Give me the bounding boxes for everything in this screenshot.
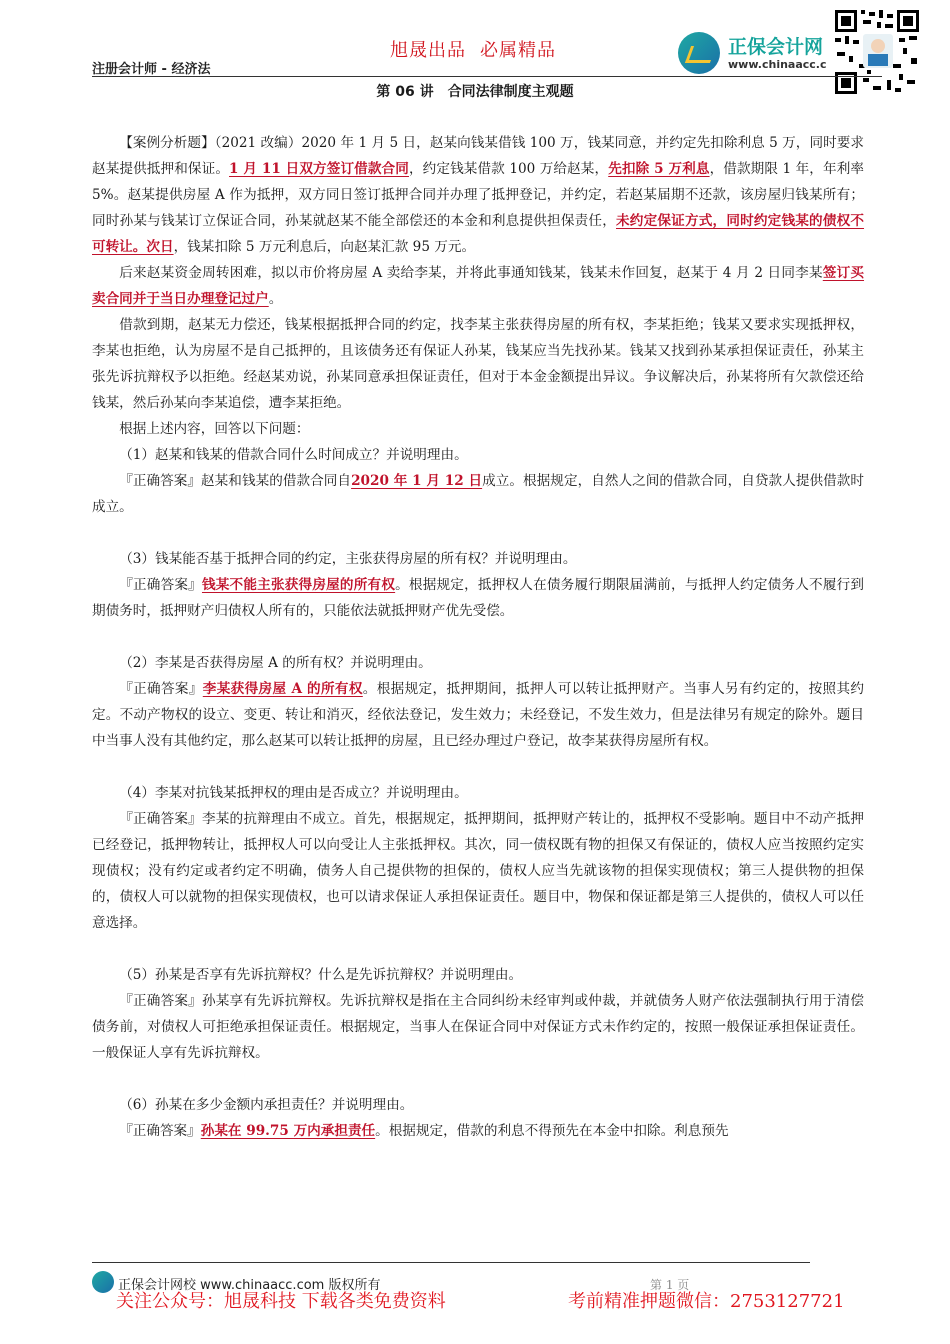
header-rule xyxy=(92,76,882,77)
chinaacc-logo-icon xyxy=(678,32,720,74)
highlight-text: 孙某在 99.75 万内承担责任 xyxy=(200,1123,376,1139)
case-text: 后来赵某资金周转困难，拟以市价将房屋 A 卖给李某，并将此事通知钱某，钱某未作回复，赵某于 4 月 2 日同李某 xyxy=(119,265,823,281)
highlight-text: 钱某不能主张获得房屋的所有权 xyxy=(201,577,396,593)
answer-text: 成立。根据规定，自然人之间的借款合同，自贷款人提供借款时成立。 xyxy=(92,473,864,515)
highlight-text: 未约定保证方式，同时约定钱某的债权不可转让。次日 xyxy=(92,213,865,255)
footer-promo-left: 关注公众号：旭晟科技 下载各类免费资料 xyxy=(116,1291,446,1312)
answer-2 xyxy=(92,676,864,754)
answer-5: 『正确答案』孙某享有先诉抗辩权。先诉抗辩权是指在主合同纠纷未经审判或仲裁，并就债务人财产依法强制执行用于清偿债务前，对债权人可拒绝承担保证责任。根据规定，当事人在保证合同中对保证方式未作约定的，按照一般保证承担保证责任。一般保证人享有先诉抗辩权。 xyxy=(92,993,864,1061)
answer-1 xyxy=(92,468,864,520)
case-paragraph-3: 借款到期，赵某无力偿还，钱某根据抵押合同的约定，找李某主张获得房屋的所有权，李某拒绝；钱某又要求实现抵押权，李某也拒绝，认为房屋不是自己抵押的，且该债务还有保证人孙某，钱某应当先找孙某。钱某又找到孙某承担保证责任，孙某主张先诉抗辩权予以拒绝。经赵某劝说，孙某同意承担保证责任，但对于本金金额提出异议。争议解决后，孙某将所有欠款偿还给钱某，然后孙某向李某追偿，遭李某拒绝。 xyxy=(92,317,864,411)
footer-logo-icon xyxy=(92,1271,114,1293)
logo-url: www.chinaacc.c xyxy=(728,58,827,71)
case-text: ，约定钱某借款 100 万给赵某， xyxy=(408,161,609,177)
slogan-part-a: 旭晟出品 xyxy=(390,40,466,61)
case-paragraph-1 xyxy=(92,130,864,260)
highlight-text: 李某获得房屋 A 的所有权 xyxy=(202,681,363,697)
logo-name: 正保会计网 xyxy=(728,36,824,58)
case-text: 【案例分析题】（2021 改编）2020 年 1 月 5 日，赵某向钱某借钱 100 万，钱某同意，并约定先扣除利息 5 万，同时要求赵某提供抵押和保证。 xyxy=(92,135,864,177)
answer-3 xyxy=(92,572,864,624)
question-5: （5）孙某是否享有先诉抗辩权？什么是先诉抗辩权？并说明理由。 xyxy=(119,967,523,983)
slogan-part-b: 必属精品 xyxy=(480,40,556,61)
answer-6 xyxy=(92,1118,864,1144)
answer-text: 『正确答案』 xyxy=(119,681,203,697)
case-text: 。 xyxy=(268,291,283,307)
footer-page-number: 第 1 页 xyxy=(650,1278,690,1292)
answer-text: 。根据规定，抵押期间，抵押人可以转让抵押财产。当事人另有约定的，按照其约定。不动产物权的设立、变更、转让和消灭，经依法登记，发生效力；未经登记，不发生效力，但是法律另有规定的除外。题目中当事人没有其他约定，那么赵某可以转让抵押的房屋，且已经办理过户登记，故李某获得房屋所有权。 xyxy=(92,681,865,749)
header-slogan xyxy=(390,36,556,62)
answer-4: 『正确答案』李某的抗辩理由不成立。首先，根据规定，抵押期间，抵押财产转让的，抵押权不受影响。题目中不动产抵押已经登记，抵押物转让，抵押权人可以向受让人主张抵押权。其次，同一债权既有物的担保又有保证的，债权人应当按照约定实现债权；没有约定或者约定不明确，债务人自己提供物的担保的，债权人应当先就该物的担保实现债权；第三人提供物的担保的，债权人可以就物的担保实现债权，也可以请求保证人承担保证责任。题目中，物保和保证都是第三人提供的，债权人可以任意选择。 xyxy=(92,811,864,931)
document-body xyxy=(92,130,864,1144)
highlight-text: 先扣除 5 万利息 xyxy=(608,161,710,177)
question-2: （2）李某是否获得房屋 A 的所有权？并说明理由。 xyxy=(119,655,432,671)
footer-rule xyxy=(92,1262,810,1263)
page-title: 第 06 讲 合同法律制度主观题 xyxy=(376,84,574,100)
highlight-text: 1 月 11 日双方签订借款合同 xyxy=(229,161,409,177)
highlight-text: 2020 年 1 月 12 日 xyxy=(351,473,483,489)
case-text: ，钱某扣除 5 万元利息后，向赵某汇款 95 万元。 xyxy=(173,239,476,255)
question-6: （6）孙某在多少金额内承担责任？并说明理由。 xyxy=(119,1097,414,1113)
footer-copyright: 正保会计网校 www.chinaacc.com 版权所有 xyxy=(118,1278,381,1293)
answer-text: 。根据规定，借款的利息不得预先在本金中扣除。利息预先 xyxy=(375,1123,729,1139)
question-3: （3）钱某能否基于抵押合同的约定，主张获得房屋的所有权？并说明理由。 xyxy=(119,551,577,567)
header-course: 注册会计师 - 经济法 xyxy=(92,62,211,77)
case-paragraph-4: 根据上述内容，回答以下问题： xyxy=(119,421,310,437)
answer-text: 。根据规定，抵押权人在债务履行期限届满前，与抵押人约定债务人不履行到期债务时，抵押财产归债权人所有的，只能依法就抵押财产优先受偿。 xyxy=(92,577,865,619)
question-4: （4）李某对抗钱某抵押权的理由是否成立？并说明理由。 xyxy=(119,785,468,801)
answer-text: 『正确答案』 xyxy=(119,1123,201,1139)
question-1: （1）赵某和钱某的借款合同什么时间成立？并说明理由。 xyxy=(119,447,468,463)
highlight-text: 签订买卖合同并于当日办理登记过户 xyxy=(92,265,865,307)
case-paragraph-2 xyxy=(92,260,864,312)
answer-text: 『正确答案』赵某和钱某的借款合同自 xyxy=(119,473,352,489)
brand-logo xyxy=(678,30,838,78)
footer-promo-right: 考前精准押题微信：2753127721 xyxy=(568,1291,845,1312)
case-text: ，借款期限 1 年，年利率 5%。赵某提供房屋 A 作为抵押，双方同日签订抵押合同并办理了抵押登记，并约定，若赵某届期不还款，该房屋归钱某所有；同时孙某与钱某订立保证合同，孙某就赵某不能全部偿还的本金和利息提供担保责任， xyxy=(92,161,865,229)
answer-text: 『正确答案』 xyxy=(119,577,202,593)
